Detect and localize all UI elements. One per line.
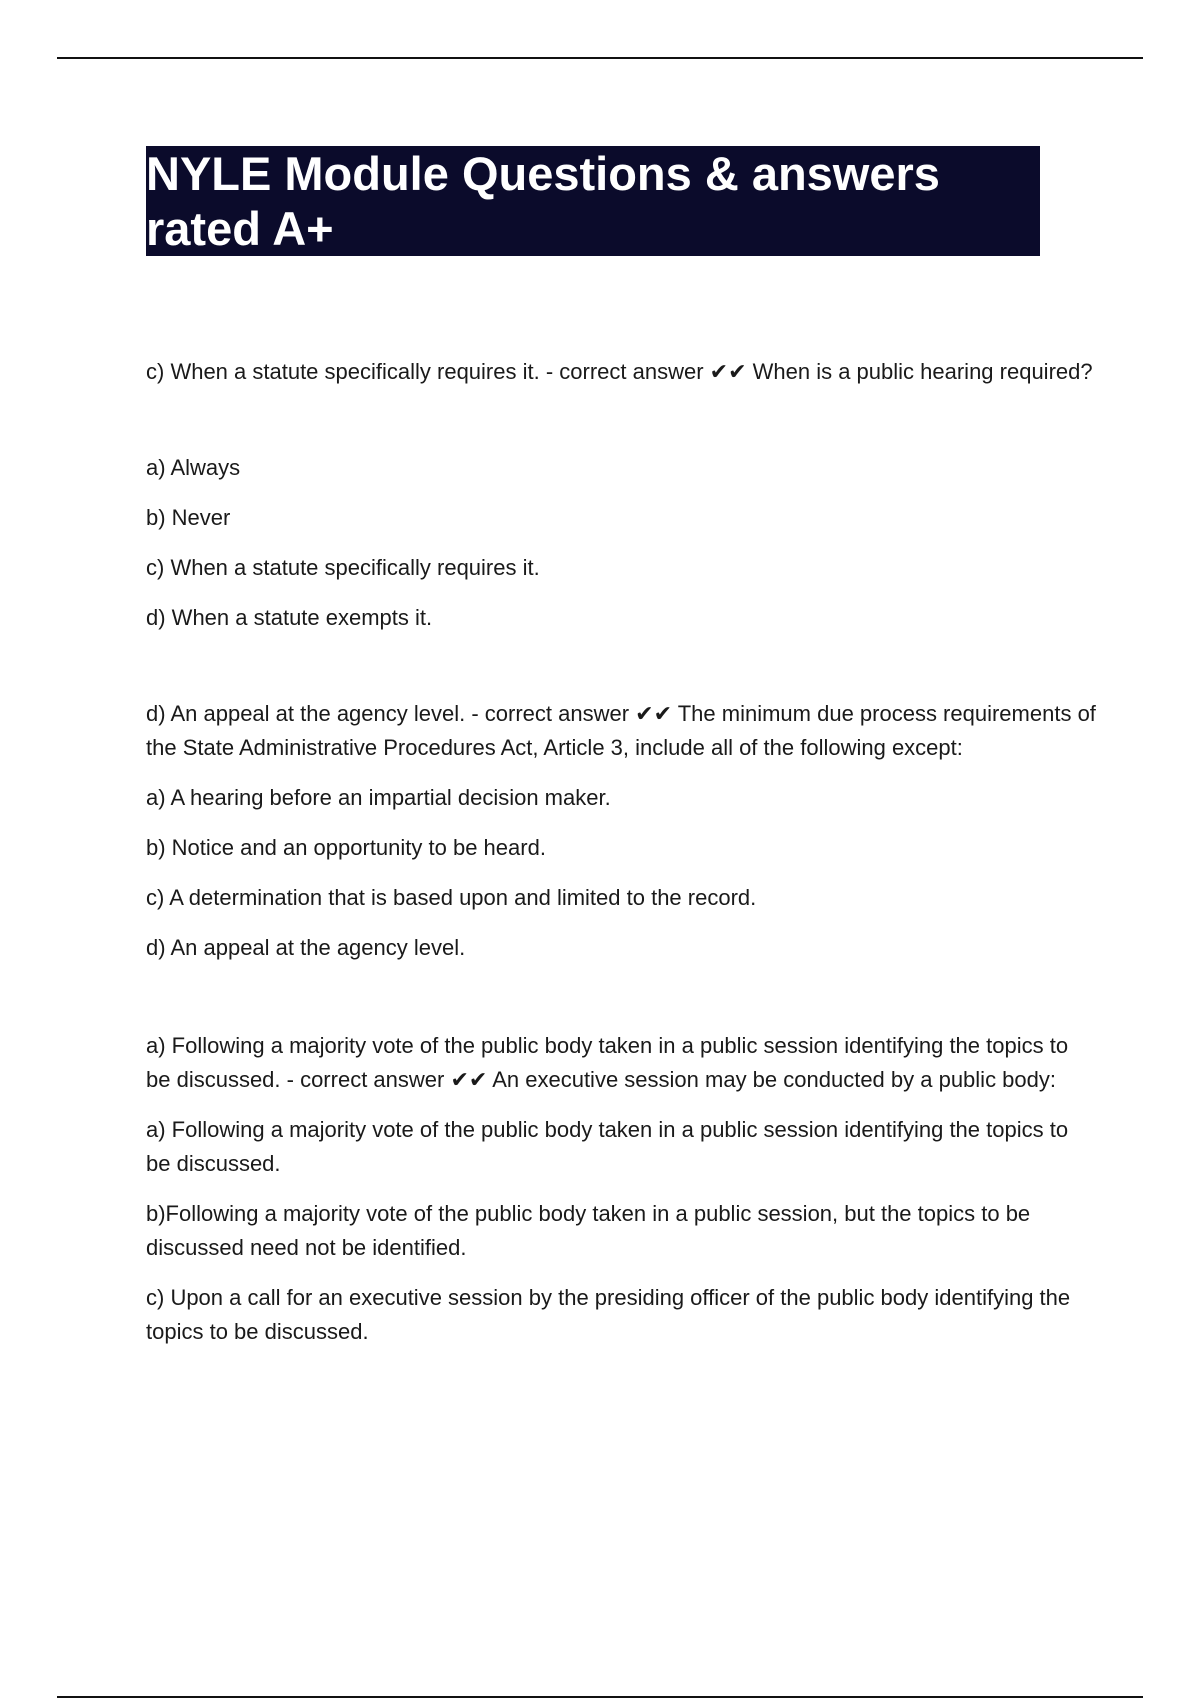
document-body xyxy=(146,355,1096,1365)
answer-option: c) When a statute specifically requires it. xyxy=(146,555,540,580)
answer-option: b) Notice and an opportunity to be heard. xyxy=(146,835,546,860)
answer-option: b)Following a majority vote of the public body taken in a public session, but the topics to be discussed need not be identified. xyxy=(146,1201,1031,1260)
title-line-2: rated A+ xyxy=(146,202,334,255)
answer-option: a) A hearing before an impartial decision maker. xyxy=(146,785,611,810)
answer-option: c) A determination that is based upon and limited to the record. xyxy=(146,885,757,910)
answer-option: a) Always xyxy=(146,455,241,480)
answer-option: a) Following a majority vote of the public body taken in a public session identifying the topics to be discussed. xyxy=(146,1117,1069,1176)
answer-option: d) An appeal at the agency level. xyxy=(146,935,466,960)
document-title xyxy=(146,146,1040,256)
question-stem: a) Following a majority vote of the public body taken in a public session identifying the topics to be discussed. - correct answer ✔✔ An executive session may be conducted by a public body: xyxy=(146,1033,1069,1092)
question-stem: d) An appeal at the agency level. - correct answer ✔✔ The minimum due process requirements of the State Administrative Procedures Act, Article 3, include all of the following except: xyxy=(146,701,1096,760)
title-line-1: NYLE Module Questions & answers xyxy=(146,147,940,200)
answer-option: c) Upon a call for an executive session by the presiding officer of the public body identifying the topics to be discussed. xyxy=(146,1285,1071,1344)
question-stem: c) When a statute specifically requires it. - correct answer ✔✔ When is a public hearing required? xyxy=(146,359,1093,384)
answer-option: b) Never xyxy=(146,505,231,530)
footer-rule xyxy=(57,1696,1143,1698)
answer-option: d) When a statute exempts it. xyxy=(146,605,433,630)
header-rule xyxy=(57,57,1143,59)
